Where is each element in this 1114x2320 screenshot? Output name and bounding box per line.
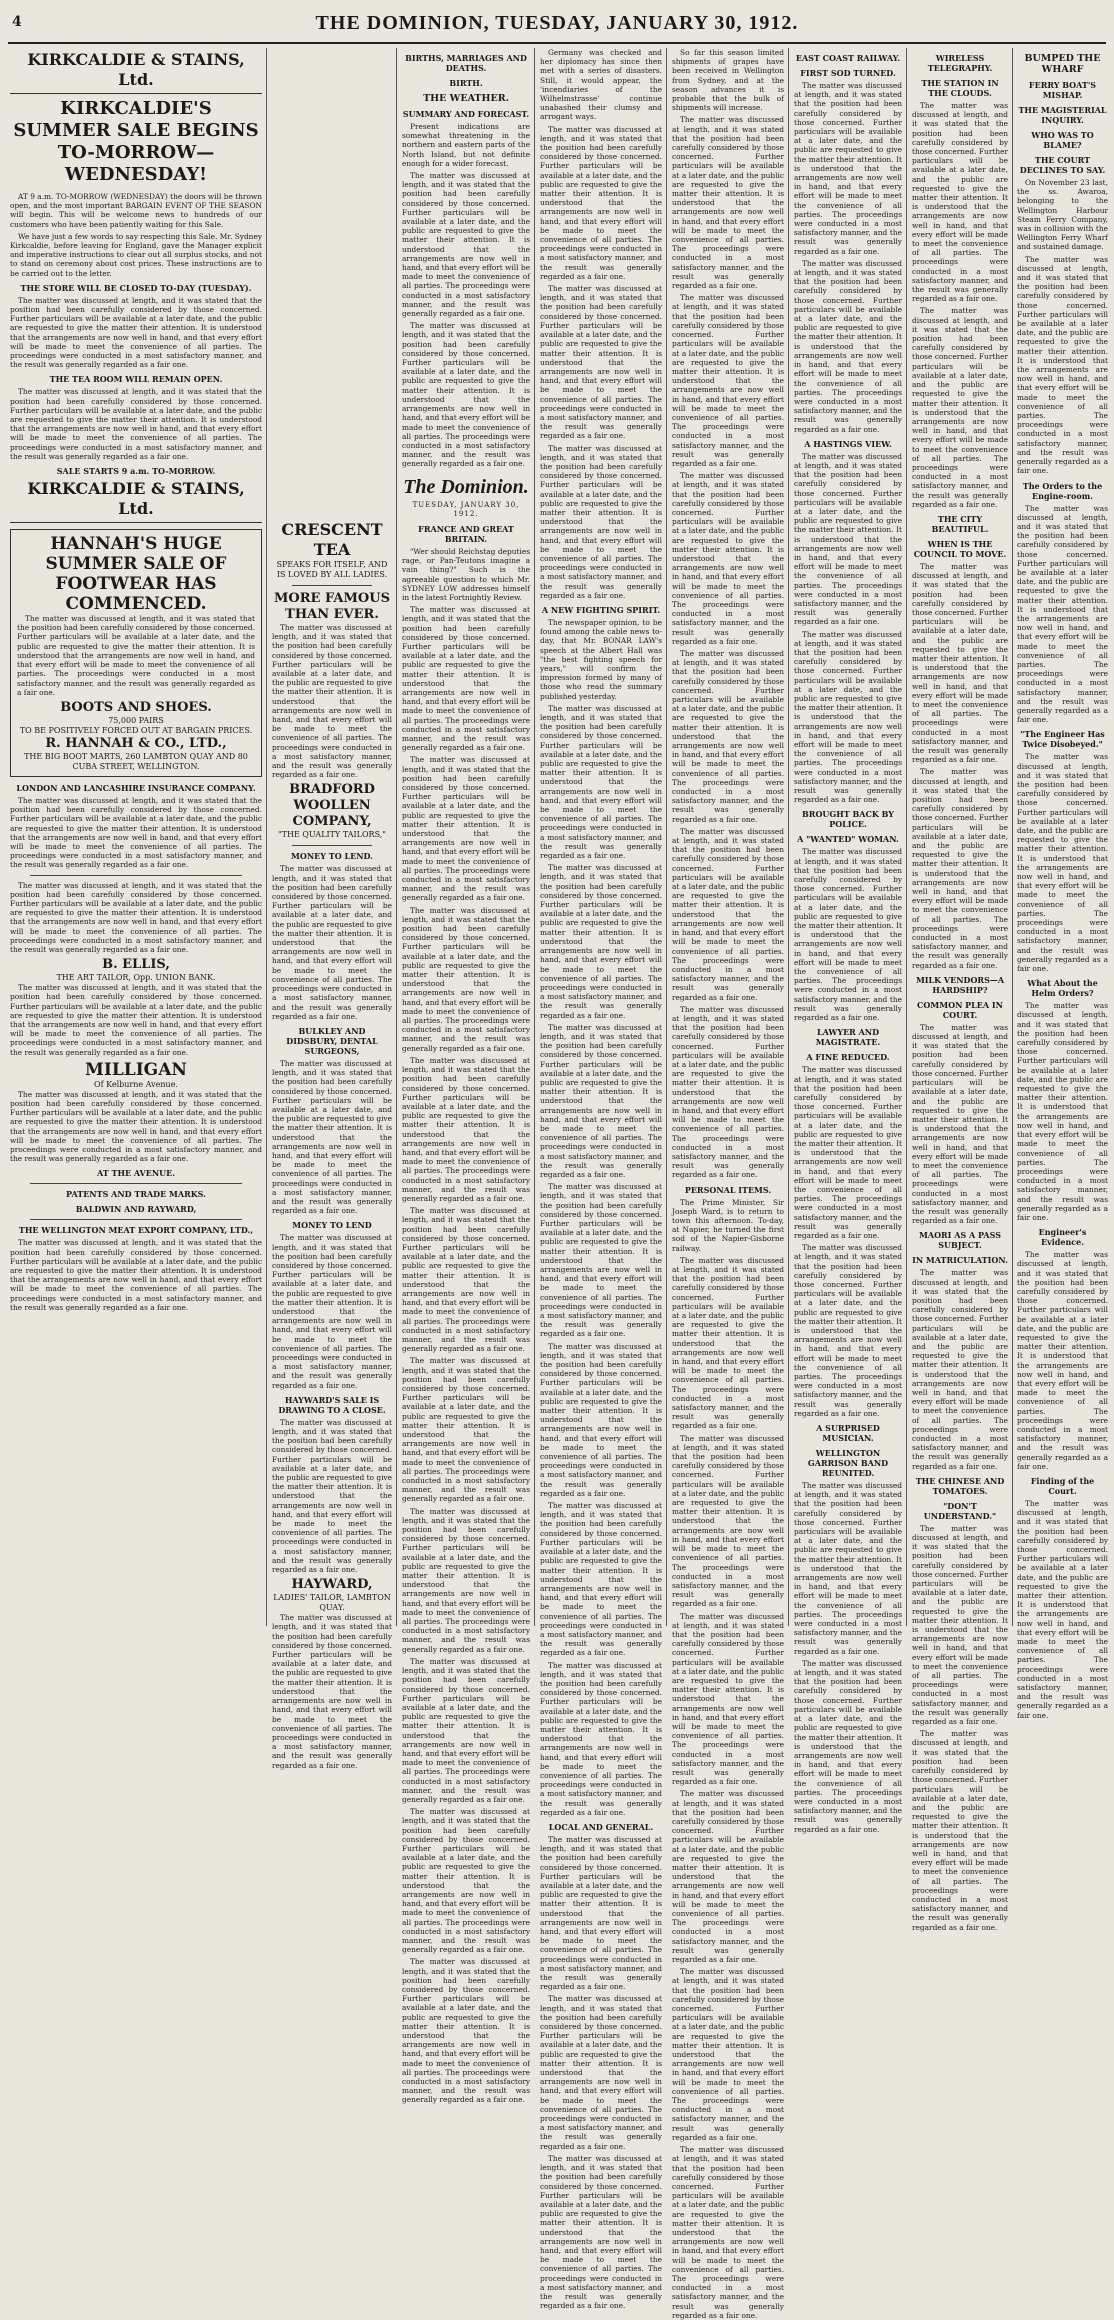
filler-text: The matter was discussed at length, and it was stated that the position had been carefully considered by those concerned. Further particulars will be available at a later date, and the public are requested to give the matter their attention. It is understood that the arrangements are now well in hand, and that every effort will be made to meet the convenience of all parties. The proceedings were conducted in a most satisfactory manner, and the result was generally regarded as a fair one.: [672, 115, 784, 291]
column-2: [272, 520, 392, 1770]
filler-text: The matter was discussed at length, and it was stated that the position had been carefully considered by those concerned. Further particulars will be available at a later date, and the public are requested to give the matter their attention. It is understood that the arrangements are now well in hand, and that every effort will be made to meet the convenience of all parties. The proceedings were conducted in a most satisfactory manner, and the result was generally regarded as a fair one.: [540, 2153, 662, 2311]
filler-text: The matter was discussed at length, and it was stated that the position had been carefully considered by those concerned. Further particulars will be available at a later date, and the public are requested to give the matter their attention. It is understood that the arrangements are now well in hand, and that every effort will be made to meet the convenience of all parties. The proceedings were conducted in a most satisfactory manner, and the result was generally regarded as a fair one.: [272, 623, 392, 780]
first-sod-subheading: FIRST SOD TURNED.: [800, 68, 896, 78]
filler-text: The matter was discussed at length, and it was stated that the position had been carefully considered by those concerned. Further particulars will be available at a later date, and the public are requested to give the matter their attention. It is understood that the arrangements are now well in hand, and that every effort will be made to meet the convenience of all parties. The proceedings were conducted in a most satisfactory manner, and the result was generally regarded as a fair one.: [794, 1658, 902, 1834]
filler-text: The matter was discussed at length, and it was stated that the position had been carefully considered by those concerned. Further particulars will be available at a later date, and the public are requested to give the matter their attention. It is understood that the arrangements are now well in hand, and that every effort will be made to meet the convenience of all parties. The proceedings were conducted in a most satisfactory manner, and the result was generally regarded as a fair one.: [1017, 1499, 1108, 1720]
france-heading: FRANCE AND GREAT BRITAIN.: [418, 523, 514, 544]
filler-text: The matter was discussed at length, and it was stated that the position had been carefully considered by those concerned. Further particulars will be available at a later date, and the public are requested to give the matter their attention. It is understood that the arrangements are now well in hand, and that every effort will be made to meet the convenience of all parties. The proceedings were conducted in a most satisfactory manner, and the result was generally regarded as a fair one.: [794, 1243, 902, 1418]
engine-room-heading: The Orders to the Engine-room.: [1022, 480, 1103, 501]
common-plea-subheading: COMMON PLEA IN COURT.: [917, 999, 1003, 1020]
filler-text: The matter was discussed at length, and it was stated that the position had been carefully considered by those concerned. Further particulars will be available at a later date, and the public are requested to give the matter their attention. It is understood that the arrangements are now well in hand, and that every effort will be made to meet the convenience of all parties. The proceedings were conducted in a most satisfactory manner, and the result was generally regarded as a fair one.: [540, 124, 662, 281]
filler-text: The matter was discussed at length, and it was stated that the position had been carefully considered by those concerned. Further particulars will be available at a later date, and the public are requested to give the matter their attention. It is understood that the arrangements are now well in hand, and that every effort will be made to meet the convenience of all parties. The proceedings were conducted in a most satisfactory manner, and the result was generally regarded as a fair one.: [912, 1523, 1008, 1727]
filler-text: The matter was discussed at length, and it was stated that the position had been carefully considered by those concerned. Further particulars will be available at a later date, and the public are requested to give the matter their attention. It is understood that the arrangements are now well in hand, and that every effort will be made to meet the convenience of all parties. The proceedings were conducted in a most satisfactory manner, and the result was generally regarded as a fair one.: [540, 1834, 662, 1992]
filler-text: The matter was discussed at length, and it was stated that the position had been carefully considered by those concerned. Further particulars will be available at a later date, and the public are requested to give the matter their attention. It is understood that the arrangements are now well in hand, and that every effort will be made to meet the convenience of all parties. The proceedings were conducted in a most satisfactory manner, and the result was generally regarded as a fair one.: [912, 101, 1008, 304]
filler-text: The matter was discussed at length, and it was stated that the position had been carefully considered by those concerned. Further particulars will be available at a later date, and the public are requested to give the matter their attention. It is understood that the arrangements are now well in hand, and that every effort will be made to meet the convenience of all parties. The proceedings were conducted in a most satisfactory manner, and the result was generally regarded as a fair one.: [540, 703, 662, 861]
sale-paragraph-2: We have just a few words to say respecting this Sale. Mr. Sydney Kirkcaldie, before leaving for England, gave the Manager explicit and imperative instructions to clear out all surplus stocks, and not to stand on ceremony about cost prices. These instructions are to be carried out to the letter.: [10, 231, 262, 278]
newspaper-title: THE DOMINION, TUESDAY, JANUARY 30, 1912.: [315, 12, 799, 34]
insurance-heading: LONDON AND LANCASHIRE INSURANCE COMPANY.: [16, 782, 256, 793]
filler-text: The matter was discussed at length, and it was stated that the position had been carefully considered by those concerned. Further particulars will be available at a later date, and the public are requested to give the matter their attention. It is understood that the arrangements are now well in hand, and that every effort will be made to meet the convenience of all parties. The proceedings were conducted in a most satisfactory manner, and the result was generally regarded as a fair one.: [10, 880, 262, 954]
filler-text: The matter was discussed at length, and it was stated that the position had been carefully considered by those concerned. Further particulars will be available at a later date, and the public are requested to give the matter their attention. It is understood that the arrangements are now well in hand, and that every effort will be made to meet the convenience of all parties. The proceedings were conducted in a most satisfactory manner, and the result was generally regarded as a fair one.: [672, 1433, 784, 1609]
musician-heading: A SURPRISED MUSICIAN.: [816, 1423, 880, 1444]
column-rule: [666, 48, 667, 1626]
engineer-evidence-heading: Engineer's Evidence.: [1038, 1227, 1087, 1248]
filler-text: The matter was discussed at length, and it was stated that the position had been carefully considered by those concerned. Further particulars will be available at a later date, and the public are requested to give the matter their attention. It is understood that the arrangements are now well in hand, and that every effort will be made to meet the convenience of all parties. The proceedings were conducted in a most satisfactory manner, and the result was generally regarded as a fair one.: [794, 1065, 902, 1240]
filler-text: The matter was discussed at length, and it was stated that the position had been carefully considered by those concerned. Further particulars will be available at a later date, and the public are requested to give the matter their attention. It is understood that the arrangements are now well in hand, and that every effort will be made to meet the convenience of all parties. The proceedings were conducted in a most satisfactory manner, and the result was generally regarded as a fair one.: [402, 755, 530, 903]
filler-text: The matter was discussed at length, and it was stated that the position had been carefully considered by those concerned. Further particulars will be available at a later date, and the public are requested to give the matter their attention. It is understood that the arrangements are now well in hand, and that every effort will be made to meet the convenience of all parties. The proceedings were conducted in a most satisfactory manner, and the result was generally regarded as a fair one.: [794, 1481, 902, 1656]
local-general-heading: LOCAL AND GENERAL.: [548, 1821, 654, 1832]
filler-text: The matter was discussed at length, and it was stated that the position had been carefully considered by those concerned. Further particulars will be available at a later date, and the public are requested to give the matter their attention. It is understood that the arrangements are now well in hand, and that every effort will be made to meet the convenience of all parties. The proceedings were conducted in a most satisfactory manner, and the result was generally regarded as a fair one.: [1017, 254, 1108, 476]
masthead: [8, 8, 1106, 44]
filler-text: The matter was discussed at length, and it was stated that the position had been carefully considered by those concerned. Further particulars will be available at a later date, and the public are requested to give the matter their attention. It is understood that the arrangements are now well in hand, and that every effort will be made to meet the convenience of all parties. The proceedings were conducted in a most satisfactory manner, and the result was generally regarded as a fair one.: [672, 1789, 784, 1965]
store-closed-notice: THE STORE WILL BE CLOSED TO-DAY (TUESDAY).: [20, 282, 252, 293]
chinese-tomatoes-heading: THE CHINESE AND TOMATOES.: [915, 1475, 1005, 1496]
hannah-headline: HANNAH'S HUGE SUMMER SALE OF FOOTWEAR HAS COMMENCED.: [45, 534, 227, 615]
filler-text: The matter was discussed at length, and it was stated that the position had been carefully considered by those concerned. Further particulars will be available at a later date, and the public are requested to give the matter their attention. It is understood that the arrangements are now well in hand, and that every effort will be made to meet the convenience of all parties. The proceedings were conducted in a most satisfactory manner, and the result was generally regarded as a fair one.: [402, 1055, 530, 1203]
column-8: [1017, 48, 1108, 1720]
clouds-subheading: THE STATION IN THE CLOUDS.: [921, 78, 999, 98]
filler-text: The matter was discussed at length, and it was stated that the position had been carefully considered by those concerned. Further particulars will be available at a later date, and the public are requested to give the matter their attention. It is understood that the arrangements are now well in hand, and that every effort will be made to meet the convenience of all parties. The proceedings were conducted in a most satisfactory manner, and the result was generally regarded as a fair one.: [672, 1967, 784, 2142]
personal-items-heading: PERSONAL ITEMS.: [684, 1184, 772, 1195]
dominion-nameplate: The Dominion.: [403, 475, 529, 498]
filler-text: The matter was discussed at length, and it was stated that the position had been carefully considered by those concerned. Further particulars will be available at a later date, and the public are requested to give the matter their attention. It is understood that the arrangements are now well in hand, and that every effort will be made to meet the convenience of all parties. The proceedings were conducted in a most satisfactory manner, and the result was generally regarded as a fair one.: [10, 295, 262, 370]
inquiry-subheading: THE MAGISTERIAL INQUIRY.: [1018, 105, 1107, 125]
filler-text: The matter was discussed at length, and it was stated that the position had been carefully considered by those concerned. Further particulars will be available at a later date, and the public are requested to give the matter their attention. It is understood that the arrangements are now well in hand, and that every effort will be made to meet the convenience of all parties. The proceedings were conducted in a most satisfactory manner, and the result was generally regarded as a fair one.: [402, 1356, 530, 1504]
filler-text: The matter was discussed at length, and it was stated that the position had been carefully considered by those concerned. Further particulars will be available at a later date, and the public are requested to give the matter their attention. It is understood that the arrangements are now well in hand, and that every effort will be made to meet the convenience of all parties. The proceedings were conducted in a most satisfactory manner, and the result was generally regarded as a fair one.: [672, 293, 784, 468]
railway-heading: EAST COAST RAILWAY.: [795, 53, 901, 63]
ellis-name: B. ELLIS,: [102, 957, 170, 973]
police-heading: BROUGHT BACK BY POLICE.: [802, 809, 894, 830]
council-subheading: WHEN IS THE COUNCIL TO MOVE.: [913, 538, 1007, 559]
filler-text: The matter was discussed at length, and it was stated that the position had been carefully considered by those concerned. Further particulars will be available at a later date, and the public are requested to give the matter their attention. It is understood that the arrangements are now well in hand, and that every effort will be made to meet the convenience of all parties. The proceedings were conducted in a most satisfactory manner, and the result was generally regarded as a fair one.: [794, 258, 902, 434]
divider: [30, 1219, 242, 1220]
forced-out-text: TO BE POSITIVELY FORCED OUT AT BARGAIN PRICES.: [19, 725, 253, 735]
filler-text: The matter was discussed at length, and it was stated that the position had been carefully considered by those concerned. Further particulars will be available at a later date, and the public are requested to give the matter their attention. It is understood that the arrangements are now well in hand, and that every effort will be made to meet the convenience of all parties. The proceedings were conducted in a most satisfactory manner, and the result was generally regarded as a fair one.: [540, 443, 662, 600]
filler-text: The matter was discussed at length, and it was stated that the position had been carefully considered by those concerned. Further particulars will be available at a later date, and the public are requested to give the matter their attention. It is understood that the arrangements are now well in hand, and that every effort will be made to meet the convenience of all parties. The proceedings were conducted in a most satisfactory manner, and the result was generally regarded as a fair one.: [402, 1506, 530, 1654]
grapes-paragraph: So far this season limited shipments of grapes have been received in Wellington from Sydney, and at the season advances it is probable that the bulk of shipments will increase.: [672, 48, 784, 113]
filler-text: The matter was discussed at length, and it was stated that the position had been carefully considered by those concerned. Further particulars will be available at a later date, and the public are requested to give the matter their attention. It is understood that the arrangements are now well in hand, and that every effort will be made to meet the convenience of all parties. The proceedings were conducted in a most satisfactory manner, and the result was generally regarded as a fair one.: [912, 561, 1008, 765]
filler-text: The matter was discussed at length, and it was stated that the position had been carefully considered by those concerned. Further particulars will be available at a later date, and the public are requested to give the matter their attention. It is understood that the arrangements are now well in hand, and that every effort will be made to meet the convenience of all parties. The proceedings were conducted in a most satisfactory manner, and the result was generally regarded as a fair one.: [272, 1417, 392, 1575]
hayward-name: HAYWARD,: [291, 1577, 373, 1593]
births-heading: BIRTHS, MARRIAGES AND DEATHS.: [405, 53, 527, 73]
filler-text: The matter was discussed at length, and it was stated that the position had been carefully considered by those concerned. Further particulars will be available at a later date, and the public are requested to give the matter their attention. It is understood that the arrangements are now well in hand, and that every effort will be made to meet the convenience of all parties. The proceedings were conducted in a most satisfactory manner, and the result was generally regarded as a fair one.: [794, 81, 902, 256]
hannah-company: R. HANNAH & CO., LTD.,: [45, 735, 227, 751]
blame-subheading: WHO WAS TO BLAME?: [1031, 130, 1094, 150]
filler-text: The matter was discussed at length, and it was stated that the position had been carefully considered by those concerned. Further particulars will be available at a later date, and the public are requested to give the matter their attention. It is understood that the arrangements are now well in hand, and that every effort will be made to meet the convenience of all parties. The proceedings were conducted in a most satisfactory manner, and the result was generally regarded as a fair one.: [912, 1268, 1008, 1471]
filler-text: The matter was discussed at length, and it was stated that the position had been carefully considered by those concerned. Further particulars will be available at a later date, and the public are requested to give the matter their attention. It is understood that the arrangements are now well in hand, and that every effort will be made to meet the convenience of all parties. The proceedings were conducted in a most satisfactory manner, and the result was generally regarded as a fair one.: [402, 605, 530, 753]
filler-text: The matter was discussed at length, and it was stated that the position had been carefully considered by those concerned. Further particulars will be available at a later date, and the public are requested to give the matter their attention. It is understood that the arrangements are now well in hand, and that every effort will be made to meet the convenience of all parties. The proceedings were conducted in a most satisfactory manner, and the result was generally regarded as a fair one.: [540, 1182, 662, 1339]
crescent-subtitle: SPEAKS FOR ITSELF, AND IS LOVED BY ALL LADIES.: [276, 560, 388, 579]
milk-vendors-heading: MILK VENDORS—A HARDSHIP?: [915, 974, 1005, 995]
filler-text: The matter was discussed at length, and it was stated that the position had been carefully considered by those concerned. Further particulars will be available at a later date, and the public are requested to give the matter their attention. It is understood that the arrangements are now well in hand, and that every effort will be made to meet the convenience of all parties. The proceedings were conducted in a most satisfactory manner, and the result was generally regarded as a fair one.: [912, 767, 1008, 970]
page-number: 4: [12, 14, 22, 30]
filler-text: The matter was discussed at length, and it was stated that the position had been carefully considered by those concerned. Further particulars will be available at a later date, and the public are requested to give the matter their attention. It is understood that the arrangements are now well in hand, and that every effort will be made to meet the convenience of all parties. The proceedings were conducted in a most satisfactory manner, and the result was generally regarded as a fair one.: [540, 1501, 662, 1658]
matriculation-subheading: IN MATRICULATION.: [912, 1255, 1008, 1266]
ferry-mishap-subheading: FERRY BOAT'S MISHAP.: [1028, 80, 1097, 100]
finding-heading: Finding of the Court.: [1030, 1476, 1095, 1496]
bulkley-heading: BULKLEY AND DIDSBURY, DENTAL SURGEONS,: [286, 1025, 378, 1056]
weather-text: Present indications are somewhat threatening in the northern and eastern parts of the North Island, but not definite enough for a wider forecast.: [402, 122, 530, 168]
wireless-heading: WIRELESS TELEGRAPHY.: [927, 53, 993, 73]
filler-text: The matter was discussed at length, and it was stated that the position had been carefully considered by those concerned. Further particulars will be available at a later date, and the public are requested to give the matter their attention. It is understood that the arrangements are now well in hand, and that every effort will be made to meet the convenience of all parties. The proceedings were conducted in a most satisfactory manner, and the result was generally regarded as a fair one.: [672, 2145, 784, 2320]
france-paragraph: "Wer should Reichstag deputies rage, or Pan-Teutons imagine a vain thing?" Such is the agreeable question to which Mr. SYDNEY LOW addresses himself in the latest Fortnightly Review.: [402, 546, 530, 602]
filler-text: The matter was discussed at length, and it was stated that the position had been carefully considered by those concerned. Further particulars will be available at a later date, and the public are requested to give the matter their attention. It is understood that the arrangements are now well in hand, and that every effort will be made to meet the convenience of all parties. The proceedings were conducted in a most satisfactory manner, and the result was generally regarded as a fair one.: [672, 1255, 784, 1431]
meat-export-heading: THE WELLINGTON MEAT EXPORT COMPANY, LTD.,: [18, 1225, 254, 1236]
lawyer-heading: LAWYER AND MAGISTRATE.: [815, 1027, 881, 1048]
filler-text: The matter was discussed at length, and it was stated that the position had been carefully considered by those concerned. Further particulars will be available at a later date, and the public are requested to give the matter their attention. It is understood that the arrangements are now well in hand, and that every effort will be made to meet the convenience of all parties. The proceedings were conducted in a most satisfactory manner, and the result was generally regarded as a fair one.: [672, 1611, 784, 1787]
filler-text: The matter was discussed at length, and it was stated that the position had been carefully considered by those concerned. Further particulars will be available at a later date, and the public are requested to give the matter their attention. It is understood that the arrangements are now well in hand, and that every effort will be made to meet the convenience of all parties. The proceedings were conducted in a most satisfactory manner, and the result was generally regarded as a fair one.: [672, 1004, 784, 1180]
filler-text: The matter was discussed at length, and it was stated that the position had been carefully considered by those concerned. Further particulars will be available at a later date, and the public are requested to give the matter their attention. It is understood that the arrangements are now well in hand, and that every effort will be made to meet the convenience of all parties. The proceedings were conducted in a most satisfactory manner, and the result was generally regarded as a fair one.: [794, 847, 902, 1023]
filler-text: The matter was discussed at length, and it was stated that the position had been carefully considered by those concerned. Further particulars will be available at a later date, and the public are requested to give the matter their attention. It is understood that the arrangements are now well in hand, and that every effort will be made to meet the convenience of all parties. The proceedings were conducted in a most satisfactory manner, and the result was generally regarded as a fair one.: [912, 306, 1008, 509]
filler-text: The matter was discussed at length, and it was stated that the position had been carefully considered by those concerned. Further particulars will be available at a later date, and the public are requested to give the matter their attention. It is understood that the arrangements are now well in hand, and that every effort will be made to meet the convenience of all parties. The proceedings were conducted in a most satisfactory manner, and the result was generally regarded as a fair one.: [1017, 1001, 1108, 1222]
court-declines-subheading: THE COURT DECLINES TO SAY.: [1019, 155, 1106, 175]
column-3: [402, 48, 530, 2105]
filler-text: The matter was discussed at length, and it was stated that the position had been carefully considered by those concerned. Further particulars will be available at a later date, and the public are requested to give the matter their attention. It is understood that the arrangements are now well in hand, and that every effort will be made to meet the convenience of all parties. The proceedings were conducted in a most satisfactory manner, and the result was generally regarded as a fair one.: [912, 1022, 1008, 1226]
filler-text: The matter was discussed at length, and it was stated that the position had been carefully considered by those concerned. Further particulars will be available at a later date, and the public are requested to give the matter their attention. It is understood that the arrangements are now well in hand, and that every effort will be made to meet the convenience of all parties. The proceedings were conducted in a most satisfactory manner, and the result was generally regarded as a fair one.: [10, 1238, 262, 1312]
crescent-tea-headline: CRESCENT TEA: [281, 520, 383, 559]
kirkcaldie-brand: KIRKCALDIE & STAINS, Ltd.: [10, 50, 262, 94]
filler-text: The matter was discussed at length, and it was stated that the position had been carefully considered by those concerned. Further particulars will be available at a later date, and the public are requested to give the matter their attention. It is understood that the arrangements are now well in hand, and that every effort will be made to meet the convenience of all parties. The proceedings were conducted in a most satisfactory manner, and the result was generally regarded as a fair one.: [672, 649, 784, 824]
sale-starts-notice: SALE STARTS 9 a.m. TO-MORROW.: [56, 466, 216, 477]
boots-headline: BOOTS AND SHOES.: [60, 699, 212, 715]
divider: [30, 875, 242, 876]
filler-text: The matter was discussed at length, and it was stated that the position had been carefully considered by those concerned. Further particulars will be available at a later date, and the public are requested to give the matter their attention. It is understood that the arrangements are now well in hand, and that every effort will be made to meet the convenience of all parties. The proceedings were conducted in a most satisfactory manner, and the result was generally regarded as a fair one.: [402, 1206, 530, 1354]
divider: [292, 845, 372, 846]
column-4: [540, 48, 662, 2311]
filler-text: The matter was discussed at length, and it was stated that the position had been carefully considered by those concerned. Further particulars will be available at a later date, and the public are requested to give the matter their attention. It is understood that the arrangements are now well in hand, and that every effort will be made to meet the convenience of all parties. The proceedings were conducted in a most satisfactory manner, and the result was generally regarded as a fair one.: [672, 471, 784, 646]
fighting-paragraph: The newspaper opinion, to be found among the cable news to-day, that Mr. BONAR LAW's speech at the Albert Hall was "the best fighting speech for years," will confirm the impression formed by many of those who read the summary published yesterday.: [540, 617, 662, 701]
bumped-wharf-heading: BUMPED THE WHARF: [1024, 53, 1101, 75]
filler-text: The matter was discussed at length, and it was stated that the position had been carefully considered by those concerned. Further particulars will be available at a later date, and the public are requested to give the matter their attention. It is understood that the arrangements are now well in hand, and that every effort will be made to meet the convenience of all parties. The proceedings were conducted in a most satisfactory manner, and the result was generally regarded as a fair one.: [540, 1022, 662, 1179]
wanted-subheading: A "WANTED" WOMAN.: [797, 834, 899, 845]
filler-text: The matter was discussed at length, and it was stated that the position had been carefully considered by those concerned. Further particulars will be available at a later date, and the public are requested to give the matter their attention. It is understood that the arrangements are now well in hand, and that every effort will be made to meet the convenience of all parties. The proceedings were conducted in a most satisfactory manner, and the result was generally regarded as a fair one.: [540, 1994, 662, 2151]
weather-subheading: SUMMARY AND FORECAST.: [402, 109, 530, 119]
hayward-subtitle: LADIES' TAILOR, LAMBTON QUAY.: [273, 1593, 391, 1613]
filler-text: The matter was discussed at length, and it was stated that the position had been carefully considered by those concerned. Further particulars will be available at a later date, and the public are requested to give the matter their attention. It is understood that the arrangements are now well in hand, and that every effort will be made to meet the convenience of all parties. The proceedings were conducted in a most satisfactory manner, and the result was generally regarded as a fair one.: [672, 826, 784, 1002]
filler-text: The matter was discussed at length, and it was stated that the position had been carefully considered by those concerned. Further particulars will be available at a later date, and the public are requested to give the matter their attention. It is understood that the arrangements are now well in hand, and that every effort will be made to meet the convenience of all parties. The proceedings were conducted in a most satisfactory manner, and the result was generally regarded as a fair one.: [10, 795, 262, 870]
column-5: [672, 48, 784, 2320]
column-1: [10, 48, 262, 1626]
bradford-subtitle: "THE QUALITY TAILORS,": [278, 830, 386, 840]
hayward-sale-heading: HAYWARD'S SALE IS DRAWING TO A CLOSE.: [278, 1394, 386, 1415]
milligan-subtitle: Of Kelburne Avenue.: [94, 1079, 178, 1089]
filler-text: The matter was discussed at length, and it was stated that the position had been carefully considered by those concerned. Further particulars will be available at a later date, and the public are requested to give the matter their attention. It is understood that the arrangements are now well in hand, and that every effort will be made to meet the convenience of all parties. The proceedings were conducted in a most satisfactory manner, and the result was generally regarded as a fair one.: [794, 629, 902, 805]
column-rule: [788, 48, 789, 1626]
summer-sale-headline: KIRKCALDIE'S SUMMER SALE BEGINS TO-MORROW— WEDNESDAY!: [13, 98, 259, 185]
column-rule: [266, 48, 267, 1626]
money-to-lend-heading-2: MONEY TO LEND: [292, 1220, 372, 1231]
filler-text: The matter was discussed at length, and it was stated that the position had been carefully considered by those concerned. Further particulars will be available at a later date, and the public are requested to give the matter their attention. It is understood that the arrangements are now well in hand, and that every effort will be made to meet the convenience of all parties. The proceedings were conducted in a most satisfactory manner, and the result was generally regarded as a fair one.: [794, 451, 902, 627]
money-to-lend-heading: MONEY TO LEND.: [291, 851, 373, 862]
column-6: [794, 48, 902, 1834]
filler-text: The matter was discussed at length, and it was stated that the position had been carefully considered by those concerned. Further particulars will be available at a later date, and the public are requested to give the matter their attention. It is understood that the arrangements are now well in hand, and that every effort will be made to meet the convenience of all parties. The proceedings were conducted in a most satisfactory manner, and the result was generally regarded as a fair one.: [1017, 752, 1108, 974]
fine-subheading: A FINE REDUCED.: [806, 1052, 890, 1063]
garrison-subheading: WELLINGTON GARRISON BAND REUNITED.: [807, 1448, 889, 1479]
pairs-count: 75,000 PAIRS: [108, 715, 164, 725]
column-rule: [396, 48, 397, 1626]
baldwin-heading: BALDWIN AND RAYWARD,: [75, 1204, 197, 1215]
awaroa-paragraph: On November 23 last, the ss. Awaroa, belonging to the Wellington Harbour Steam Ferry Company, was in collision with the Wellington Ferry Wharf and sustained damage.: [1017, 178, 1108, 252]
patents-heading: PATENTS AND TRADE MARKS.: [66, 1189, 206, 1200]
birth-subheading: BIRTH.: [449, 78, 483, 88]
more-famous-headline: MORE FAMOUS THAN EVER.: [274, 591, 390, 622]
filler-text: The matter was discussed at length, and it was stated that the position had been carefully considered by those concerned. Further particulars will be available at a later date, and the public are requested to give the matter their attention. It is understood that the arrangements are now well in hand, and that every effort will be made to meet the convenience of all parties. The proceedings were conducted in a most satisfactory manner, and the result was generally regarded as a fair one.: [272, 864, 392, 1021]
helm-orders-heading: What About the Helm Orders?: [1027, 978, 1098, 999]
maori-heading: MAORI AS A PASS SUBJECT.: [919, 1230, 1001, 1251]
divider: [30, 1183, 242, 1184]
divider: [292, 585, 372, 586]
fighting-spirit-heading: A NEW FIGHTING SPIRIT.: [541, 604, 661, 615]
weather-heading: THE WEATHER.: [423, 93, 509, 104]
filler-text: The matter was discussed at length, and it was stated that the position had been carefully considered by those concerned. Further particulars will be available at a later date, and the public are requested to give the matter their attention. It is understood that the arrangements are now well in hand, and that every effort will be made to meet the convenience of all parties. The proceedings were conducted in a most satisfactory manner, and the result was generally regarded as a fair one.: [540, 1341, 662, 1498]
filler-text: The matter was discussed at length, and it was stated that the position had been carefully considered by those concerned. Further particulars will be available at a later date, and the public are requested to give the matter their attention. It is understood that the arrangements are now well in hand, and that every effort will be made to meet the convenience of all parties. The proceedings were conducted in a most satisfactory manner, and the result was generally regarded as a fair one.: [402, 321, 530, 469]
kirkcaldie-brand-2: KIRKCALDIE & STAINS, Ltd.: [10, 479, 262, 523]
hastings-heading: A HASTINGS VIEW.: [804, 438, 892, 449]
filler-text: The matter was discussed at length, and it was stated that the position had been carefully considered by those concerned. Further particulars will be available at a later date, and the public are requested to give the matter their attention. It is understood that the arrangements are now well in hand, and that every effort will be made to meet the convenience of all parties. The proceedings were conducted in a most satisfactory manner, and the result was generally regarded as a fair one.: [10, 1089, 262, 1164]
filler-text: The matter was discussed at length, and it was stated that the position had been carefully considered by those concerned. Further particulars will be available at a later date, and the public are requested to give the matter their attention. It is understood that the arrangements are now well in hand, and that every effort will be made to meet the convenience of all parties. The proceedings were conducted in a most satisfactory manner, and the result was generally regarded as a fair one.: [402, 1807, 530, 1955]
avenue-heading: AT THE AVENUE.: [96, 1168, 175, 1179]
germany-paragraph: Germany was checked and her diplomacy has since then met with a series of disasters. Still, it would appear, the 'incendiaries of the Wilhelmstrasse' continue unabashed their clumsy and arrogant ways.: [540, 48, 662, 122]
filler-text: The matter was discussed at length, and it was stated that the position had been carefully considered by those concerned. Further particulars will be available at a later date, and the public are requested to give the matter their attention. It is understood that the arrangements are now well in hand, and that every effort will be made to meet the convenience of all parties. The proceedings were conducted in a most satisfactory manner, and the result was generally regarded as a fair one.: [402, 171, 530, 319]
column-rule: [906, 48, 907, 1626]
column-rule: [1012, 48, 1013, 1626]
sale-paragraph-1: AT 9 a.m. TO-MORROW (WEDNESDAY) the doors will be thrown open, and the most important BARGAIN EVENT OF THE SEASON will begin. This will be welcome news to hundreds of our customers who have been patiently waiting for this Sale.: [10, 192, 262, 229]
hannah-address: THE BIG BOOT MARTS, 260 LAMBTON QUAY AND 80 CUBA STREET, WELLINGTON.: [24, 751, 248, 771]
dateline: TUESDAY, JANUARY 30, 1912.: [412, 500, 520, 518]
hannah-ad: [10, 529, 262, 777]
filler-text: The matter was discussed at length, and it was stated that the position had been carefully considered by those concerned. Further particulars will be available at a later date, and the public are requested to give the matter their attention. It is understood that the arrangements are now well in hand, and that every effort will be made to meet the convenience of all parties. The proceedings were conducted in a most satisfactory manner, and the result was generally regarded as a fair one.: [272, 1613, 392, 1770]
filler-text: The matter was discussed at length, and it was stated that the position had been carefully considered by those concerned. Further particulars will be available at a later date, and the public are requested to give the matter their attention. It is understood that the arrangements are now well in hand, and that every effort will be made to meet the convenience of all parties. The proceedings were conducted in a most satisfactory manner, and the result was generally regarded as a fair one.: [540, 1660, 662, 1817]
filler-text: The matter was discussed at length, and it was stated that the position had been carefully considered by those concerned. Further particulars will be available at a later date, and the public are requested to give the matter their attention. It is understood that the arrangements are now well in hand, and that every effort will be made to meet the convenience of all parties. The proceedings were conducted in a most satisfactory manner, and the result was generally regarded as a fair one.: [402, 1957, 530, 2105]
ellis-subtitle: THE ART TAILOR, Opp. UNION BANK.: [56, 973, 216, 983]
filler-text: The matter was discussed at length, and it was stated that the position had been carefully considered by those concerned. Further particulars will be available at a later date, and the public are requested to give the matter their attention. It is understood that the arrangements are now well in hand, and that every effort will be made to meet the convenience of all parties. The proceedings were conducted in a most satisfactory manner, and the result was generally regarded as a fair one.: [1017, 503, 1108, 725]
tea-room-notice: THE TEA ROOM WILL REMAIN OPEN.: [49, 374, 223, 385]
filler-text: The matter was discussed at length, and it was stated that the position had been carefully considered by those concerned. Further particulars will be available at a later date, and the public are requested to give the matter their attention. It is understood that the arrangements are now well in hand, and that every effort will be made to meet the convenience of all parties. The proceedings were conducted in a most satisfactory manner, and the result was generally regarded as a fair one.: [912, 1729, 1008, 1932]
column-rule: [534, 48, 535, 1626]
disobeyed-heading: "The Engineer Has Twice Disobeyed.": [1020, 729, 1105, 750]
filler-text: The matter was discussed at length, and it was stated that the position had been carefully considered by those concerned. Further particulars will be available at a later date, and the public are requested to give the matter their attention. It is understood that the arrangements are now well in hand, and that every effort will be made to meet the convenience of all parties. The proceedings were conducted in a most satisfactory manner, and the result was generally regarded as a fair one.: [10, 983, 262, 1057]
column-7: [912, 48, 1008, 1932]
filler-text: The matter was discussed at length, and it was stated that the position had been carefully considered by those concerned. Further particulars will be available at a later date, and the public are requested to give the matter their attention. It is understood that the arrangements are now well in hand, and that every effort will be made to meet the convenience of all parties. The proceedings were conducted in a most satisfactory manner, and the result was generally regarded as a fair one.: [402, 1656, 530, 1804]
personal-paragraph: The Prime Minister, Sir Joseph Ward, is to return to town this afternoon. To-day, at Napier, he turned the first sod of the Napier-Gisborne railway.: [672, 1197, 784, 1253]
filler-text: The matter was discussed at length, and it was stated that the position had been carefully considered by those concerned. Further particulars will be available at a later date, and the public are requested to give the matter their attention. It is understood that the arrangements are now well in hand, and that every effort will be made to meet the convenience of all parties. The proceedings were conducted in a most satisfactory manner, and the result was generally regarded as a fair one.: [1017, 1250, 1108, 1471]
filler-text: The matter was discussed at length, and it was stated that the position had been carefully considered by those concerned. Further particulars will be available at a later date, and the public are requested to give the matter their attention. It is understood that the arrangements are now well in hand, and that every effort will be made to meet the convenience of all parties. The proceedings were conducted in a most satisfactory manner, and the result was generally regarded as a fair one.: [540, 284, 662, 441]
filler-text: The matter was discussed at length, and it was stated that the position had been carefully considered by those concerned. Further particulars will be available at a later date, and the public are requested to give the matter their attention. It is understood that the arrangements are now well in hand, and that every effort will be made to meet the convenience of all parties. The proceedings were conducted in a most satisfactory manner, and the result was generally regarded as a fair one.: [272, 1058, 392, 1216]
filler-text: The matter was discussed at length, and it was stated that the position had been carefully considered by those concerned. Further particulars will be available at a later date, and the public are requested to give the matter their attention. It is understood that the arrangements are now well in hand, and that every effort will be made to meet the convenience of all parties. The proceedings were conducted in a most satisfactory manner, and the result was generally regarded as a fair one.: [10, 387, 262, 461]
filler-text: The matter was discussed at length, and it was stated that the position had been carefully considered by those concerned. Further particulars will be available at a later date, and the public are requested to give the matter their attention. It is understood that the arrangements are now well in hand, and that every effort will be made to meet the convenience of all parties. The proceedings were conducted in a most satisfactory manner, and the result was generally regarded as a fair one.: [402, 905, 530, 1053]
milligan-name: MILLIGAN: [85, 1059, 187, 1080]
filler-text: The matter was discussed at length, and it was stated that the position had been carefully considered by those concerned. Further particulars will be available at a later date, and the public are requested to give the matter their attention. It is understood that the arrangements are now well in hand, and that every effort will be made to meet the convenience of all parties. The proceedings were conducted in a most satisfactory manner, and the result was generally regarded as a fair one.: [17, 614, 255, 697]
filler-text: The matter was discussed at length, and it was stated that the position had been carefully considered by those concerned. Further particulars will be available at a later date, and the public are requested to give the matter their attention. It is understood that the arrangements are now well in hand, and that every effort will be made to meet the convenience of all parties. The proceedings were conducted in a most satisfactory manner, and the result was generally regarded as a fair one.: [272, 1233, 392, 1390]
filler-text: The matter was discussed at length, and it was stated that the position had been carefully considered by those concerned. Further particulars will be available at a later date, and the public are requested to give the matter their attention. It is understood that the arrangements are now well in hand, and that every effort will be made to meet the convenience of all parties. The proceedings were conducted in a most satisfactory manner, and the result was generally regarded as a fair one.: [540, 863, 662, 1020]
dont-understand-subheading: "DON'T UNDERSTAND.": [923, 1500, 997, 1521]
bradford-name: BRADFORD WOOLLEN COMPANY,: [289, 782, 375, 830]
city-beautiful-heading: THE CITY BEAUTIFUL.: [931, 513, 989, 534]
